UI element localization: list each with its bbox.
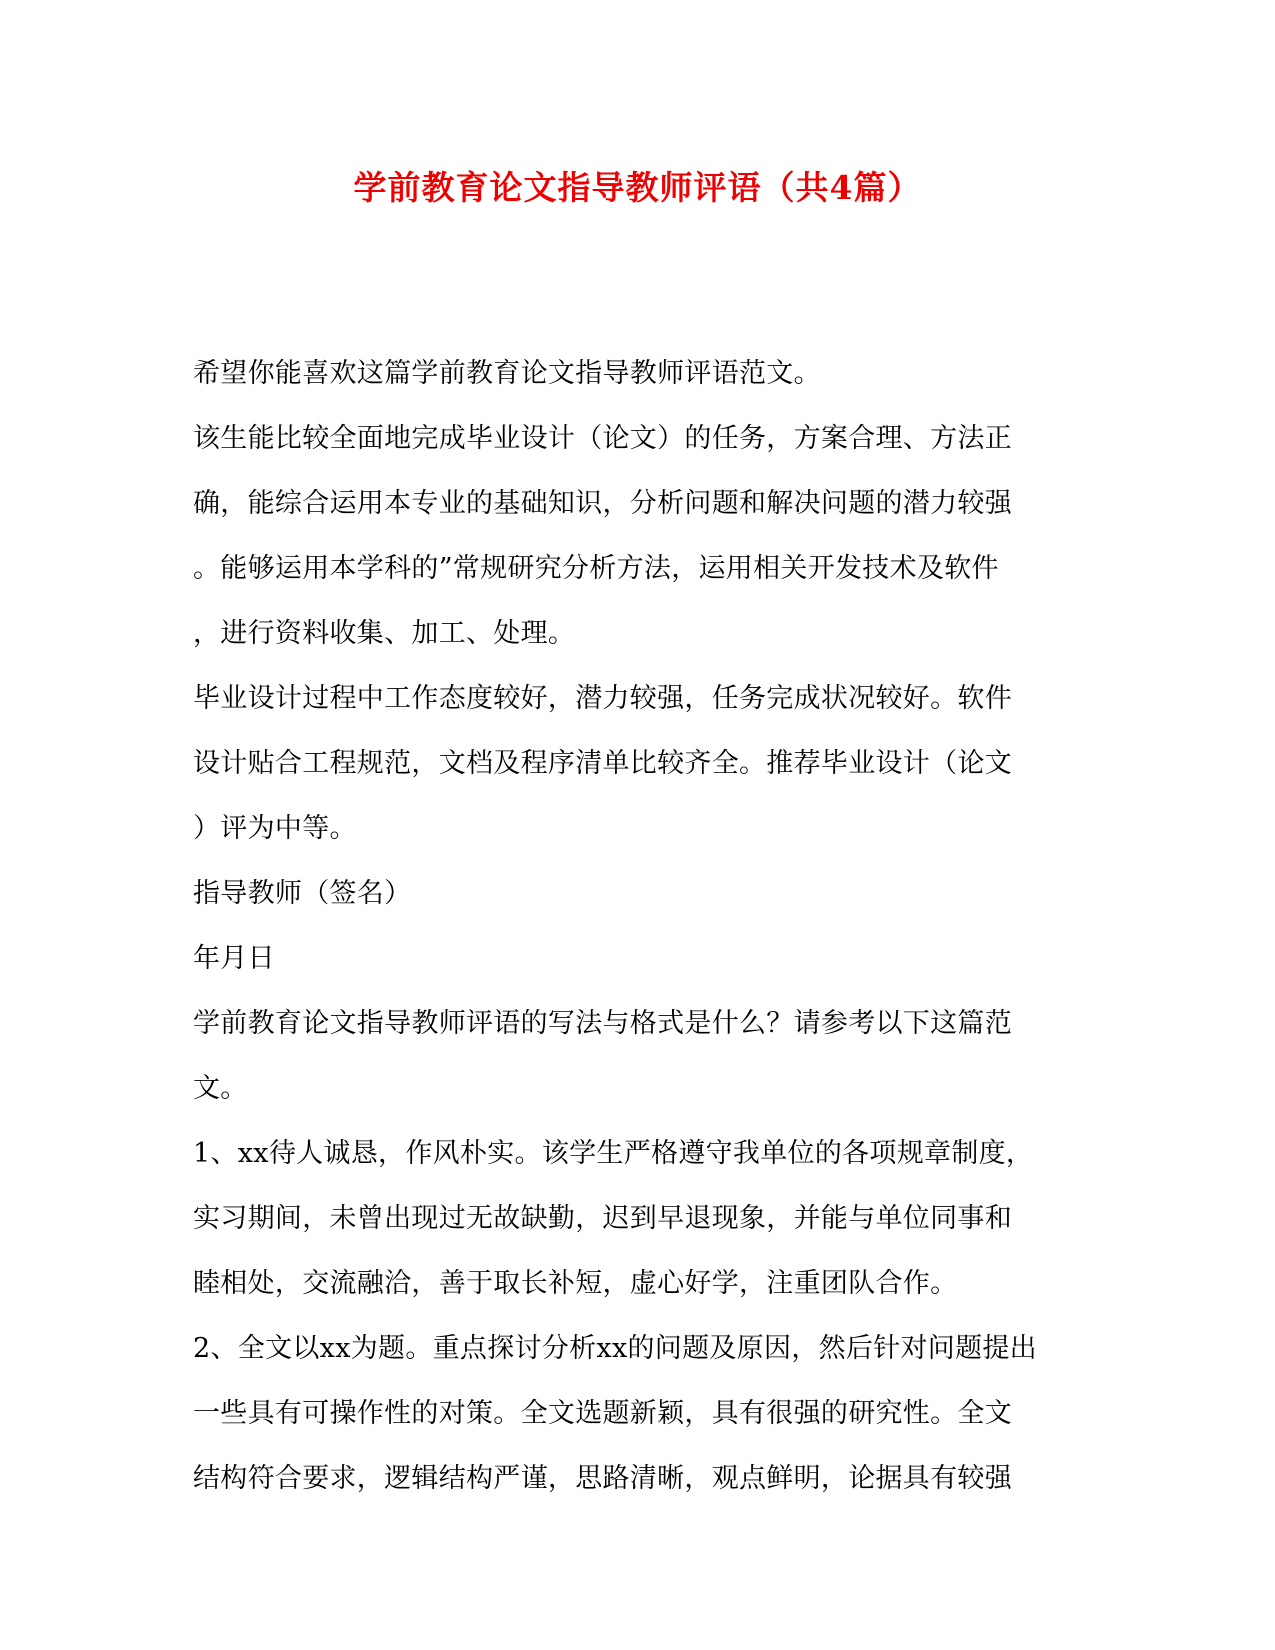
signature-label: 指导教师（签名） bbox=[193, 878, 412, 909]
date-label: 年月日 bbox=[193, 943, 275, 974]
document-title: 学前教育论文指导教师评语（共4篇） bbox=[353, 168, 922, 207]
body-line: 。能够运用本学科的”常规研究分析方法，运用相关开发技术及软件 bbox=[193, 553, 999, 584]
body-line: 毕业设计过程中工作态度较好，潜力较强，任务完成状况较好。软件 bbox=[193, 683, 1012, 714]
document-body bbox=[193, 341, 1073, 1511]
body-line: 2、全文以xx为题。重点探讨分析xx的问题及原因，然后针对问题提出 bbox=[193, 1333, 1037, 1364]
body-line: 设计贴合工程规范，文档及程序清单比较齐全。推荐毕业设计（论文 bbox=[193, 748, 1012, 779]
body-line: 确，能综合运用本专业的基础知识，分析问题和解决问题的潜力较强 bbox=[193, 488, 1012, 519]
body-line: 希望你能喜欢这篇学前教育论文指导教师评语范文。 bbox=[193, 358, 821, 389]
body-line: ，进行资料收集、加工、处理。 bbox=[193, 618, 576, 649]
body-line: 睦相处，交流融洽，善于取长补短，虚心好学，注重团队合作。 bbox=[193, 1268, 958, 1299]
body-line: 学前教育论文指导教师评语的写法与格式是什么？请参考以下这篇范 bbox=[193, 1008, 1012, 1039]
body-line: 实习期间，未曾出现过无故缺勤，迟到早退现象，并能与单位同事和 bbox=[193, 1203, 1012, 1234]
body-line: 文。 bbox=[193, 1073, 248, 1104]
body-line: 1、xx待人诚恳，作风朴实。该学生严格遵守我单位的各项规章制度， bbox=[193, 1138, 1034, 1169]
body-line: 一些具有可操作性的对策。全文选题新颖，具有很强的研究性。全文 bbox=[193, 1398, 1012, 1429]
body-line: 该生能比较全面地完成毕业设计（论文）的任务，方案合理、方法正 bbox=[193, 423, 1012, 454]
body-line: ）评为中等。 bbox=[193, 813, 357, 844]
body-line: 结构符合要求，逻辑结构严谨，思路清晰，观点鲜明，论据具有较强 bbox=[193, 1463, 1012, 1494]
